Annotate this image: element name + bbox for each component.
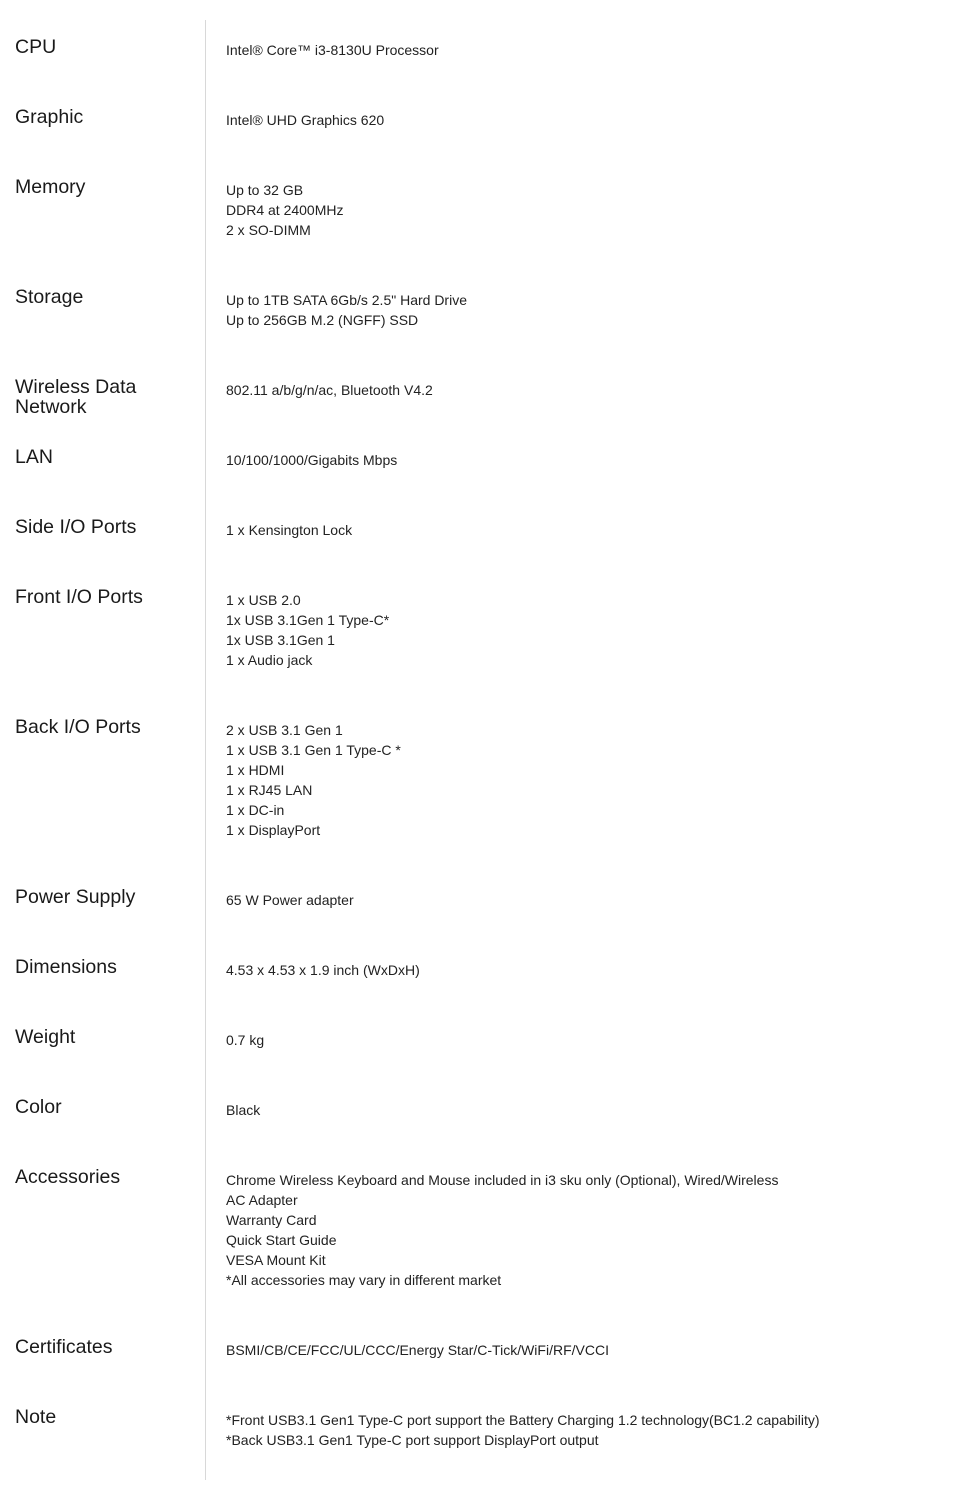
spec-values bbox=[226, 720, 946, 840]
spec-value-line: 2 x SO-DIMM bbox=[226, 222, 311, 238]
spec-value-line: DDR4 at 2400MHz bbox=[226, 202, 344, 218]
spec-row bbox=[0, 940, 960, 1010]
spec-value-line: 802.11 a/b/g/n/ac, Bluetooth V4.2 bbox=[226, 382, 433, 398]
spec-value-line: *Front USB3.1 Gen1 Type-C port support the Battery Charging 1.2 technology(BC1.2 capability) bbox=[226, 1412, 820, 1428]
spec-row bbox=[0, 360, 960, 430]
spec-value-line: 1x USB 3.1Gen 1 bbox=[226, 632, 335, 648]
spec-value-line: 10/100/1000/Gigabits Mbps bbox=[226, 452, 398, 468]
spec-label: Color bbox=[15, 1096, 62, 1118]
spec-values bbox=[226, 1100, 946, 1120]
spec-label: LAN bbox=[15, 446, 53, 468]
spec-values bbox=[226, 1030, 946, 1050]
spec-values bbox=[226, 40, 946, 60]
spec-label: Side I/O Ports bbox=[15, 516, 137, 538]
spec-row bbox=[0, 570, 960, 700]
spec-label: Storage bbox=[15, 286, 84, 308]
spec-value-line: 1x USB 3.1Gen 1 Type-C* bbox=[226, 612, 390, 628]
spec-value-line: VESA Mount Kit bbox=[226, 1252, 326, 1268]
spec-value-line: 1 x RJ45 LAN bbox=[226, 782, 313, 798]
spec-label: Note bbox=[15, 1406, 57, 1428]
spec-values bbox=[226, 960, 946, 980]
spec-value-line: Up to 256GB M.2 (NGFF) SSD bbox=[226, 312, 419, 328]
spec-label: Accessories bbox=[15, 1166, 121, 1188]
spec-value-line: Up to 1TB SATA 6Gb/s 2.5" Hard Drive bbox=[226, 292, 467, 308]
spec-table bbox=[0, 20, 960, 1460]
spec-label: Dimensions bbox=[15, 956, 117, 978]
spec-values bbox=[226, 290, 946, 330]
spec-row bbox=[0, 1320, 960, 1390]
spec-value-line: *Back USB3.1 Gen1 Type-C port support DisplayPort output bbox=[226, 1432, 599, 1448]
spec-label: Weight bbox=[15, 1026, 76, 1048]
spec-value-line: Warranty Card bbox=[226, 1212, 317, 1228]
spec-value-line: 1 x HDMI bbox=[226, 762, 285, 778]
spec-label: CPU bbox=[15, 36, 57, 58]
spec-label: Front I/O Ports bbox=[15, 586, 143, 608]
spec-values bbox=[226, 520, 946, 540]
spec-row bbox=[0, 20, 960, 90]
spec-row bbox=[0, 430, 960, 500]
spec-value-line: Black bbox=[226, 1102, 261, 1118]
spec-value-line: AC Adapter bbox=[226, 1192, 298, 1208]
spec-row bbox=[0, 1080, 960, 1150]
spec-value-line: 2 x USB 3.1 Gen 1 bbox=[226, 722, 343, 738]
spec-label: Power Supply bbox=[15, 886, 136, 908]
spec-row bbox=[0, 1390, 960, 1460]
spec-values bbox=[226, 890, 946, 910]
spec-value-line: 65 W Power adapter bbox=[226, 892, 354, 908]
spec-row bbox=[0, 160, 960, 270]
spec-value-line: 1 x USB 3.1 Gen 1 Type-C * bbox=[226, 742, 401, 758]
spec-label: Wireless Data Network bbox=[15, 376, 137, 418]
spec-value-line: 1 x DisplayPort bbox=[226, 822, 321, 838]
spec-value-line: Chrome Wireless Keyboard and Mouse included in i3 sku only (Optional), Wired/Wireless bbox=[226, 1172, 779, 1188]
spec-values bbox=[226, 1170, 946, 1290]
spec-value-line: *All accessories may vary in different market bbox=[226, 1272, 502, 1288]
spec-value-line: Intel® Core™ i3-8130U Processor bbox=[226, 42, 439, 58]
spec-value-line: 1 x DC-in bbox=[226, 802, 285, 818]
spec-values bbox=[226, 450, 946, 470]
spec-value-line: BSMI/CB/CE/FCC/UL/CCC/Energy Star/C-Tick/WiFi/RF/VCCI bbox=[226, 1342, 609, 1358]
spec-values bbox=[226, 1340, 946, 1360]
spec-row bbox=[0, 500, 960, 570]
spec-values bbox=[226, 180, 946, 240]
spec-value-line: 1 x USB 2.0 bbox=[226, 592, 301, 608]
spec-values bbox=[226, 380, 946, 400]
spec-label: Graphic bbox=[15, 106, 84, 128]
spec-label: Certificates bbox=[15, 1336, 113, 1358]
spec-row bbox=[0, 700, 960, 870]
spec-values bbox=[226, 590, 946, 670]
spec-value-line: 0.7 kg bbox=[226, 1032, 265, 1048]
spec-row bbox=[0, 1150, 960, 1320]
spec-label: Memory bbox=[15, 176, 86, 198]
spec-value-line: 1 x Audio jack bbox=[226, 652, 313, 668]
spec-value-line: 1 x Kensington Lock bbox=[226, 522, 353, 538]
spec-row bbox=[0, 270, 960, 360]
spec-row bbox=[0, 870, 960, 940]
spec-value-line: 4.53 x 4.53 x 1.9 inch (WxDxH) bbox=[226, 962, 420, 978]
spec-row bbox=[0, 90, 960, 160]
spec-row bbox=[0, 1010, 960, 1080]
spec-value-line: Up to 32 GB bbox=[226, 182, 304, 198]
spec-value-line: Quick Start Guide bbox=[226, 1232, 337, 1248]
spec-values bbox=[226, 1410, 946, 1450]
spec-label: Back I/O Ports bbox=[15, 716, 141, 738]
spec-value-line: Intel® UHD Graphics 620 bbox=[226, 112, 385, 128]
spec-values bbox=[226, 110, 946, 130]
